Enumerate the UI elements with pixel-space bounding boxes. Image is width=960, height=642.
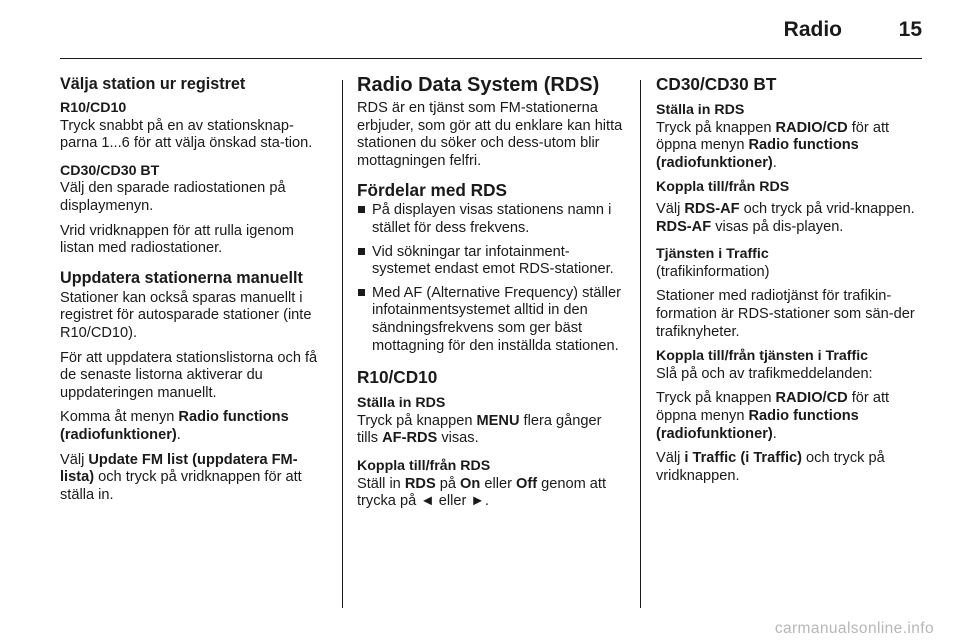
subheading-koppla-rds: Koppla till/från RDS [357,457,491,474]
subheading-stalla-in-rds: Ställa in RDS [656,102,745,118]
paragraph: Tryck på knappen RADIO/CD för att öppna menyn Radio functions (radiofunktioner). [656,119,890,171]
paragraph: Slå på och av trafikmeddelanden: [656,365,873,382]
column-2 [357,74,625,518]
subheading-cd30: CD30/CD30 BT [60,162,160,179]
heading-r10-cd10: R10/CD10 [357,367,438,388]
paragraph: Vrid vridknappen för att rulla igenom listan med radiostationer. [60,222,294,257]
list-item: Med AF (Alternative Frequency) ställer infotainmentsystemet alltid in den sändningsfrekvens som ger bäst mottagning för den inställda stationen. [357,285,625,355]
paragraph: För att uppdatera stationslistorna och få de senaste listorna aktiverar du uppdateringen manuellt. [60,349,318,401]
heading-fordelar: Fördelar med RDS [357,180,507,201]
subheading-r10-cd10: R10/CD10 [60,100,127,116]
heading-cd30: CD30/CD30 BT [656,74,777,94]
subheading-koppla-rds: Koppla till/från RDS [656,179,790,196]
bullet-square-icon [358,206,365,213]
column-divider-1 [342,80,343,608]
page-title: Radio [783,18,842,41]
page-number: 15 [898,18,922,41]
heading-valja-station: Välja station ur registret [60,75,246,93]
subheading-stalla-in-rds: Ställa in RDS [357,395,446,412]
bullet-square-icon [358,248,365,255]
paragraph: (trafikinformation) [656,263,770,280]
subheading-koppla-traffic: Koppla till/från tjänsten i Traffic [656,348,869,365]
paragraph: Stationer med radiotjänst för trafikin-formation är RDS-stationer som sän-der trafiknyheter. [656,288,915,340]
heading-rds: Radio Data System (RDS) [357,74,600,96]
paragraph: RDS är en tjänst som FM-stationerna erbjuder, som gör att du enklare kan hitta stationen du söker och dess-utom blir mottagningen felfri. [357,100,623,169]
paragraph: Välj den sparade radiostationen på displaymenyn. [60,180,286,214]
page-header [0,14,960,50]
paragraph: Komma åt menyn Radio functions (radiofunktioner). [60,409,289,443]
paragraph: Tryck snabbt på en av stationsknap-parna 1...6 för att välja önskad sta-tion. [60,117,313,152]
column-1 [60,74,328,511]
column-divider-2 [640,80,641,608]
watermark: carmanualsonline.info [774,620,934,637]
bullet-square-icon [358,289,365,296]
bullet-list [357,202,625,355]
paragraph: Välj i Traffic (i Traffic) och tryck på vridknappen. [656,450,885,484]
header-rule [60,58,922,59]
menu-name: Radio functions (radiofunktioner) [60,409,289,443]
paragraph: Välj RDS-AF och tryck på vrid-knappen. RDS-AF visas på dis-playen. [656,200,915,235]
paragraph: Stationer kan också sparas manuellt i registret för autosparade stationer (inte R10/CD10). [60,289,312,341]
paragraph: Ställ in RDS på On eller Off genom att trycka på ◄ eller ►. [357,475,607,510]
subheading-tjansten-traffic: Tjänsten i Traffic [656,246,769,263]
paragraph: Välj Update FM list (uppdatera FM-lista) och tryck på vridknappen för att ställa in. [60,451,302,503]
paragraph: Tryck på knappen MENU flera gånger tills AF-RDS visas. [357,412,602,447]
paragraph: Tryck på knappen RADIO/CD för att öppna menyn Radio functions (radiofunktioner). [656,390,890,442]
column-3 [656,74,924,492]
heading-uppdatera: Uppdatera stationerna manuellt [60,268,303,287]
list-item: Vid sökningar tar infotainment-systemet endast emot RDS-stationer. [357,244,625,279]
list-item: På displayen visas stationens namn i stället för dess frekvens. [357,202,625,237]
menu-option: Update FM list (uppdatera FM-lista) [60,451,298,486]
